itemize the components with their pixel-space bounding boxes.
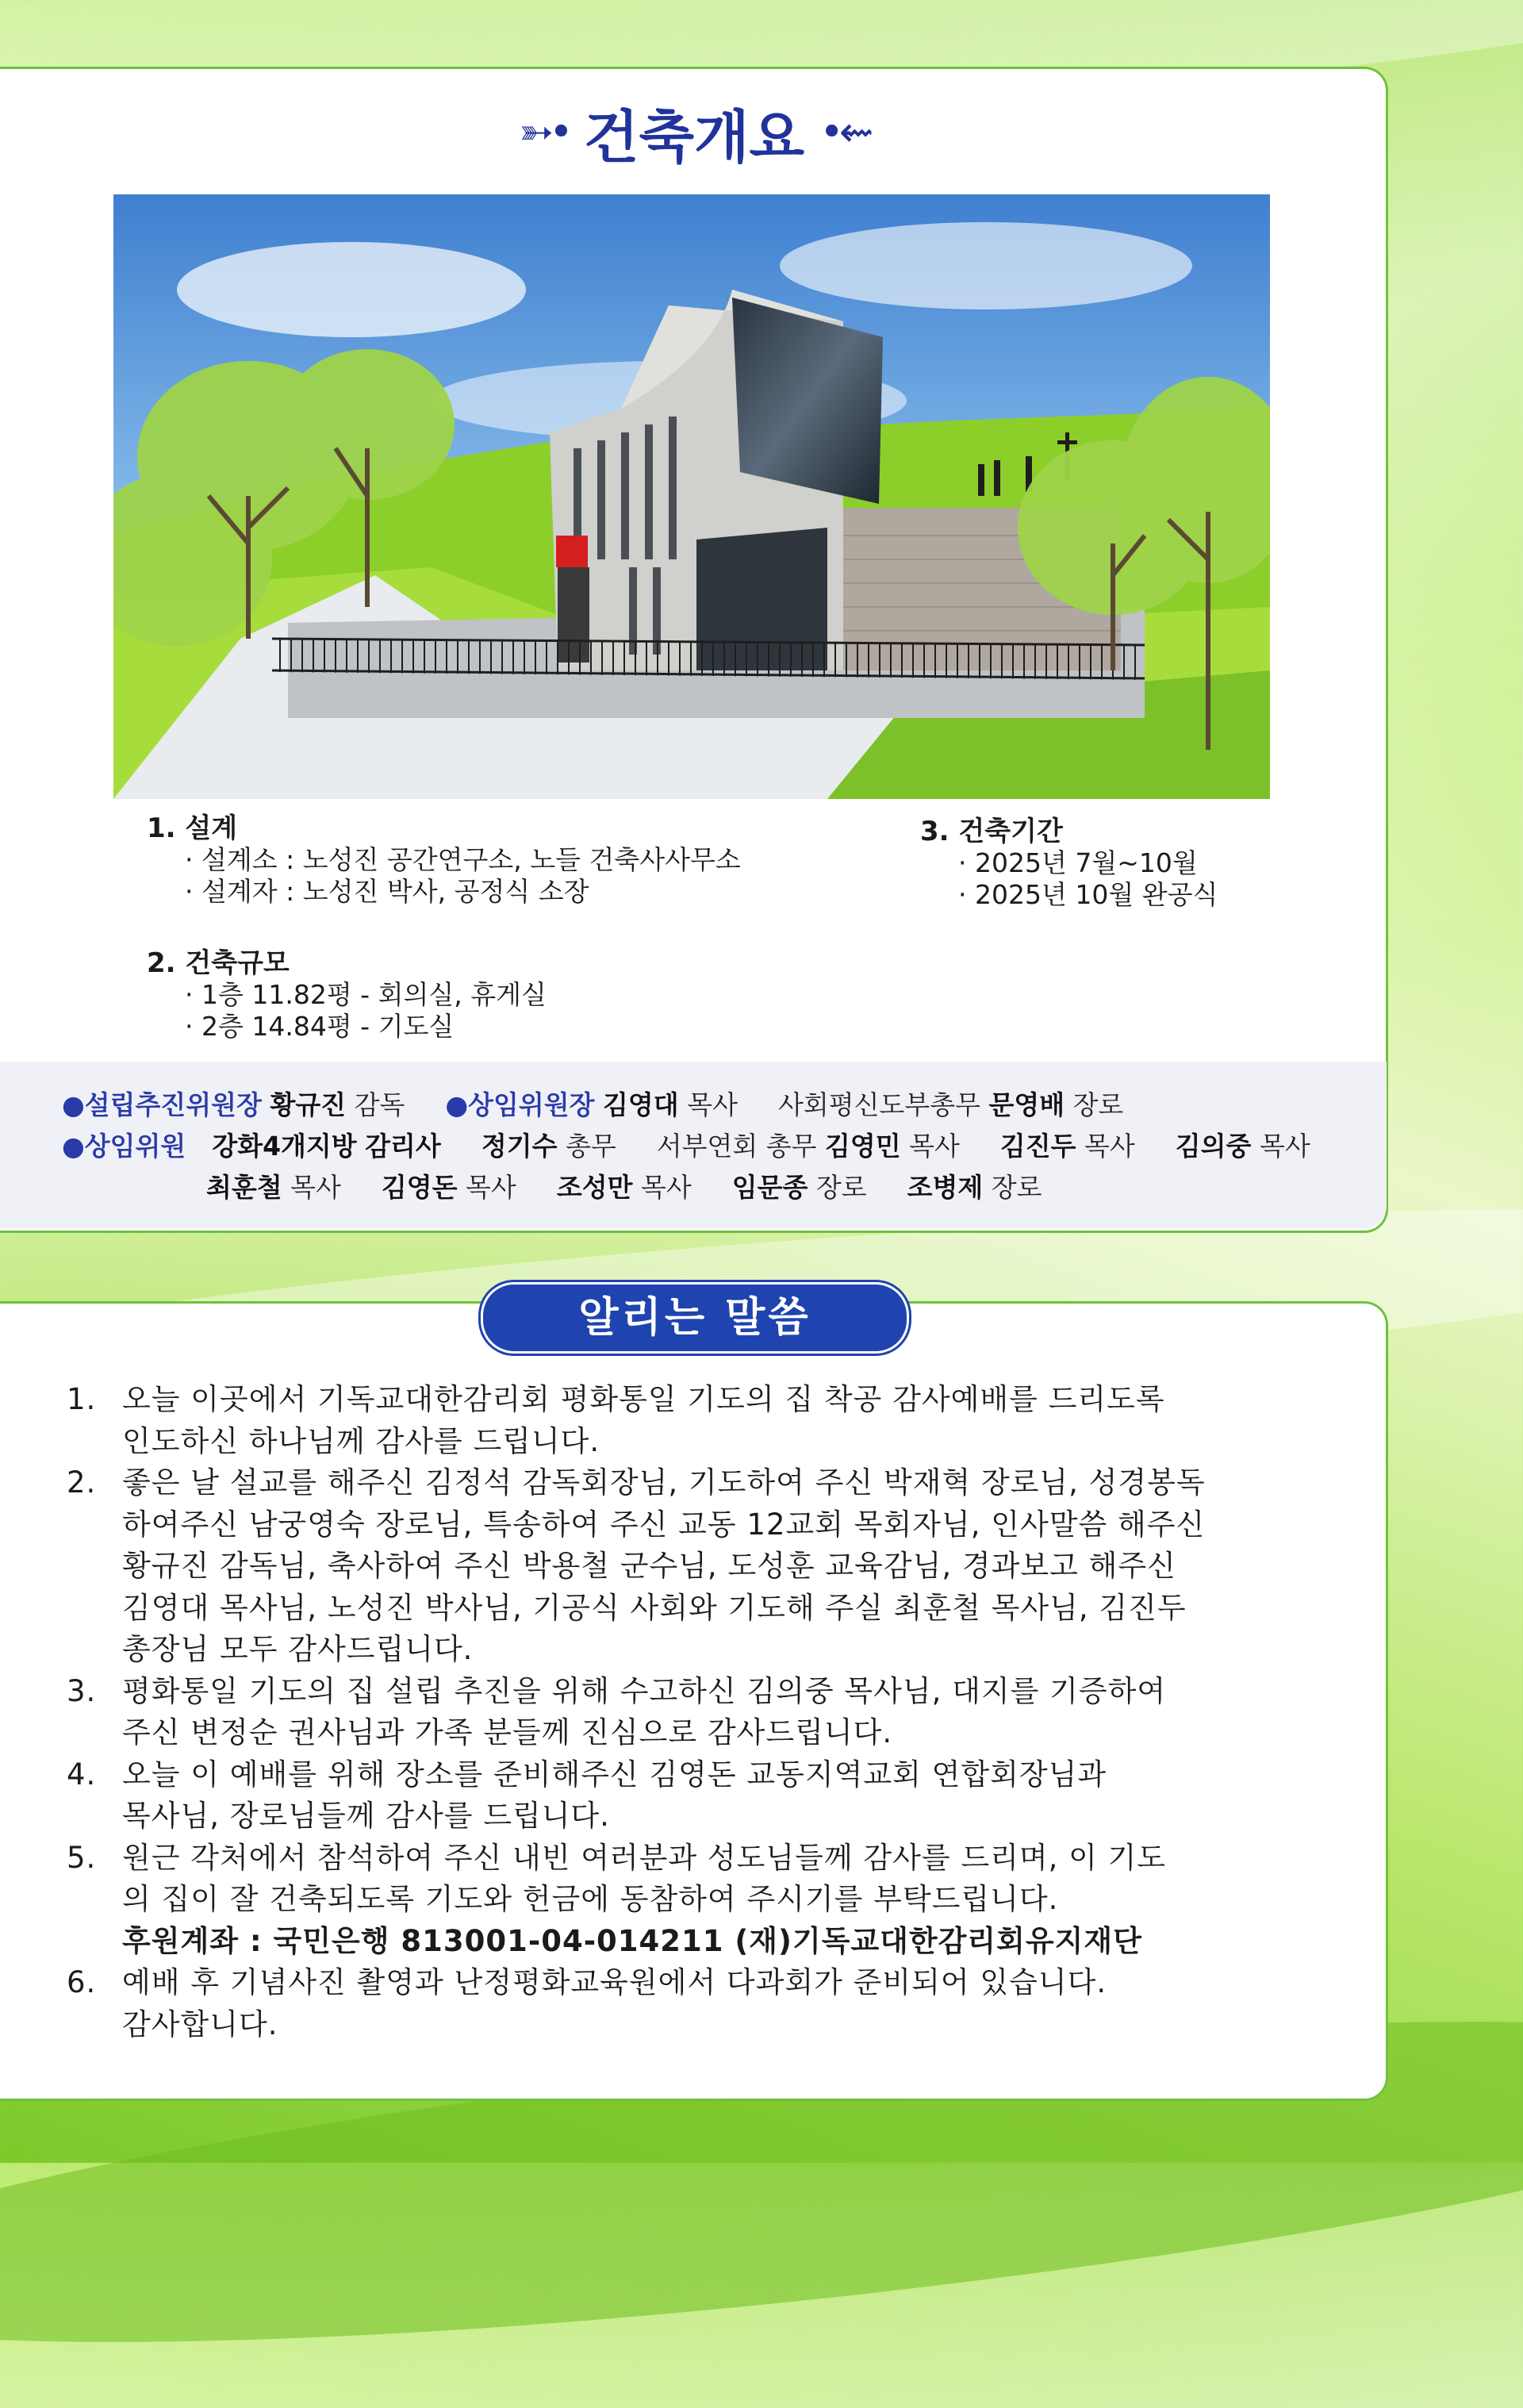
period-item: · 2025년 10월 완공식: [958, 879, 1218, 910]
scale-item: · 2층 14.84평 - 기도실: [185, 1011, 455, 1042]
notices-badge: 알리는 말씀: [481, 1282, 909, 1354]
design-section: [147, 812, 741, 908]
committee-row-3: 최훈철 목사 김영돈 목사 조성만 목사 임문종 장로 조병제 장로: [206, 1172, 1042, 1203]
period-heading: 3. 건축기간: [920, 816, 1063, 847]
design-item: · 설계소 : 노성진 공간연구소, 노들 건축사사무소: [185, 844, 741, 875]
building-rendering: [113, 194, 1270, 799]
committee-row-2: ●상임위원 강화4개지방 감리사 정기수 총무 서부연회 총무 김영민 목사 김진두 목사 김의중 목사: [62, 1131, 1310, 1162]
page-title: 건축개요: [583, 103, 805, 171]
left-ornament-icon: ➳•: [519, 109, 569, 156]
period-section: [920, 816, 1218, 911]
committee-row-1: ●설립추진위원장 황규진 감독 ●상임위원장 김영대 목사 사회평신도부총무 문영배 장로: [62, 1089, 1124, 1120]
scale-heading: 2. 건축규모: [147, 947, 290, 979]
notice-item: 3. 평화통일 기도의 집 설립 추진을 위해 수고하신 김의중 목사님, 대지를 기증하여 주신 변정순 권사님과 가족 분들께 진심으로 감사드립니다.: [67, 1673, 1167, 1749]
design-heading: 1. 설계: [147, 812, 238, 844]
notices-list: [67, 1379, 1328, 2045]
bullet-icon: ●: [445, 1089, 469, 1120]
period-item: · 2025년 7월~10월: [958, 847, 1198, 878]
bullet-icon: ●: [62, 1131, 85, 1162]
donation-account: 후원계좌 : 국민은행 813001-04-014211 (재)기독교대한감리회유지재단: [122, 1923, 1142, 1958]
notice-item: 5. 원근 각처에서 참석하여 주신 내빈 여러분과 성도님들께 감사를 드리며, 이 기도 의 집이 잘 건축되도록 기도와 헌금에 동참하여 주시기를 부탁드립니다. 후원계좌 : 국민은행 813001-04-014211 (재)기독교대한감리회유지재단: [67, 1838, 1328, 1963]
scale-section: [147, 947, 547, 1043]
bullet-icon: ●: [62, 1089, 85, 1120]
notice-item: 4. 오늘 이 예배를 위해 장소를 준비해주신 김영돈 교동지역교회 연합회장님과 목사님, 장로님들께 감사를 드립니다.: [67, 1757, 1107, 1833]
design-item: · 설계자 : 노성진 박사, 공정식 소장: [185, 876, 589, 907]
notice-item: 6. 예배 후 기념사진 촬영과 난정평화교육원에서 다과회가 준비되어 있습니다. 감사합니다.: [67, 1965, 1107, 2041]
overview-title: [0, 91, 1388, 174]
notice-item: 2. 좋은 날 설교를 해주신 김정석 감독회장님, 기도하여 주신 박재혁 장로님, 성경봉독 하여주신 남궁영숙 장로님, 특송하여 주신 교동 12교회 목회자님, 인사말씀 해주신 황규진 감독님, 축사하여 주신 박용철 군수님, 도성훈 교육감님, 경과보고 해주신 김영대 목사님, 노성진 박사님, 기공식 사회와 기도해 주실 최훈철 목사님, 김진두 총장님 모두 감사드립니다.: [67, 1465, 1206, 1666]
notice-item: 1. 오늘 이곳에서 기독교대한감리회 평화통일 기도의 집 착공 감사예배를 드리도록 인도하신 하나님께 감사를 드립니다.: [67, 1382, 1165, 1458]
scale-item: · 1층 11.82평 - 회의실, 휴게실: [185, 979, 547, 1010]
right-ornament-icon: •⇜: [819, 109, 869, 156]
